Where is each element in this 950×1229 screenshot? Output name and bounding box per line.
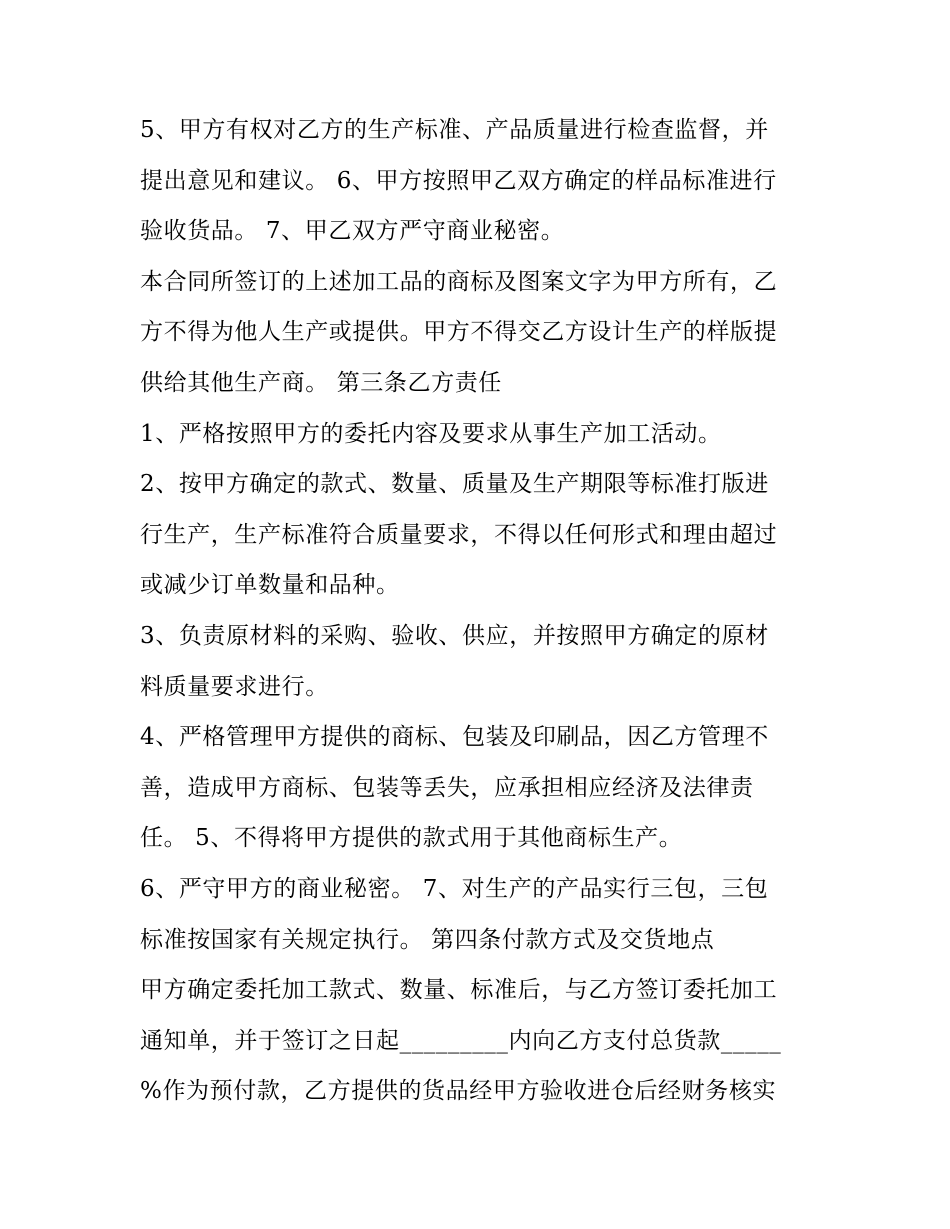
text-line: 2、按甲方确定的款式、数量、质量及生产期限等标准打版进 xyxy=(140,471,769,497)
text-line: 标准按国家有关规定执行。 第四条付款方式及交货地点 xyxy=(140,927,715,953)
text-line: 6、严守甲方的商业秘密。 7、对生产的产品实行三包，三包 xyxy=(140,876,769,902)
text-line: 行生产，生产标准符合质量要求，不得以任何形式和理由超过 xyxy=(140,522,778,548)
text-line: 4、严格管理甲方提供的商标、包装及印刷品，因乙方管理不 xyxy=(140,724,769,750)
text-line: 本合同所签订的上述加工品的商标及图案文字为甲方所有，乙 xyxy=(140,269,778,295)
text-line: 或减少订单数量和品种。 xyxy=(140,572,400,598)
text-line: 方不得为他人生产或提供。甲方不得交乙方设计生产的样版提 xyxy=(140,319,778,345)
text-line: 提出意见和建议。 6、甲方按照甲乙双方确定的样品标准进行 xyxy=(140,168,777,194)
text-line: 供给其他生产商。 第三条乙方责任 xyxy=(140,370,502,396)
text-line: 善，造成甲方商标、包装等丢失，应承担相应经济及法律责 xyxy=(140,775,754,801)
text-line: 通知单，并于签订之日起_________内向乙方支付总货款_____ xyxy=(140,1028,782,1054)
text-line: 验收货品。 7、甲乙双方严守商业秘密。 xyxy=(140,218,565,244)
text-line: 任。 5、不得将甲方提供的款式用于其他商标生产。 xyxy=(140,825,683,851)
text-line: %作为预付款，乙方提供的货品经甲方验收进仓后经财务核实 xyxy=(140,1078,777,1104)
text-line: 料质量要求进行。 xyxy=(140,674,329,700)
text-line: 3、负责原材料的采购、验收、供应，并按照甲方确定的原材 xyxy=(140,623,769,649)
text-line: 甲方确定委托加工款式、数量、标准后，与乙方签订委托加工 xyxy=(140,977,778,1003)
text-line: 1、严格按照甲方的委托内容及要求从事生产加工活动。 xyxy=(140,421,722,447)
text-line: 5、甲方有权对乙方的生产标准、产品质量进行检查监督，并 xyxy=(140,117,769,143)
